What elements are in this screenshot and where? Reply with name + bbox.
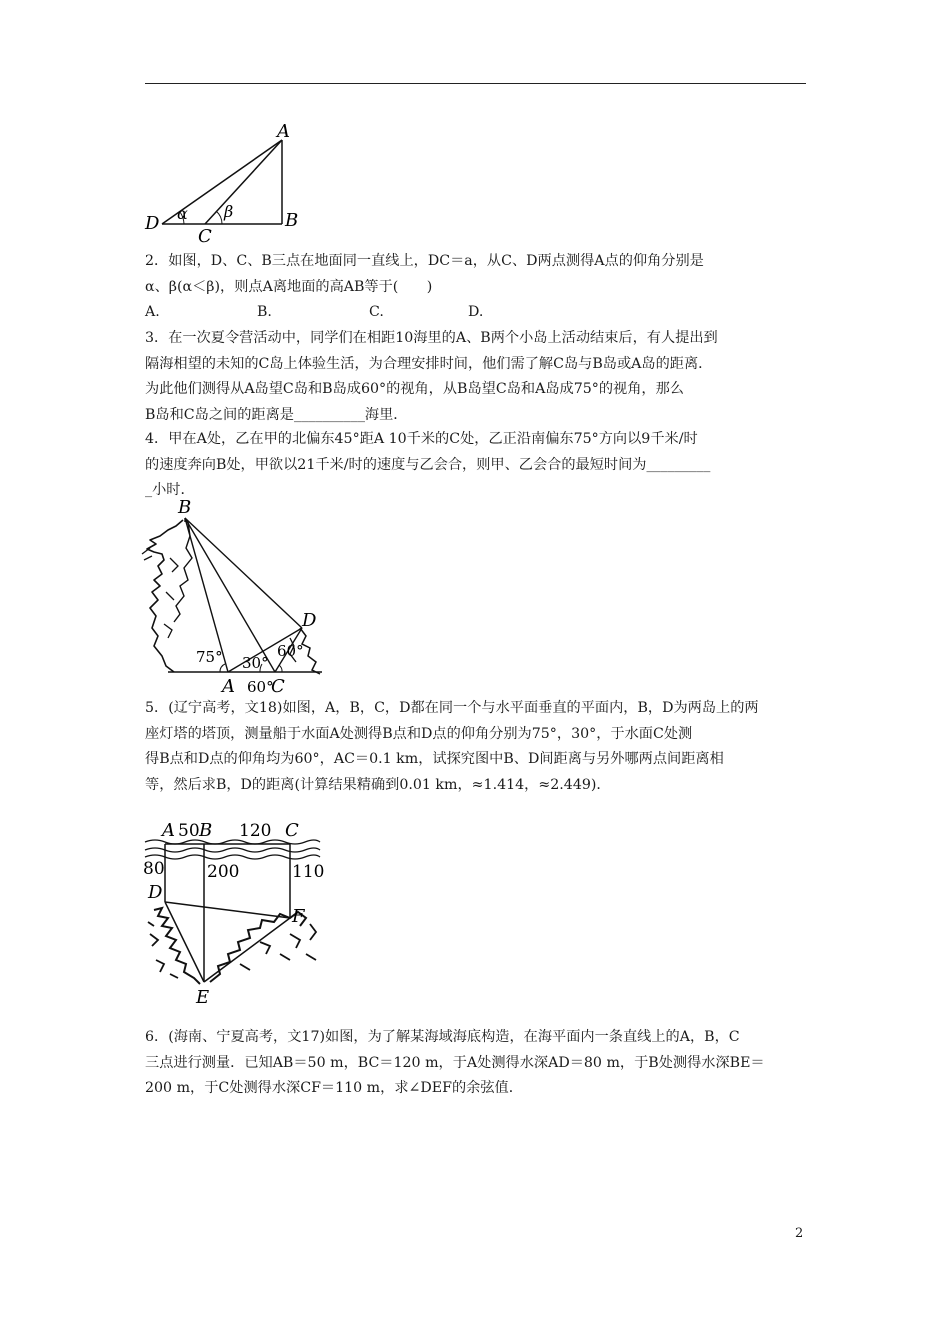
- angle-60-top: 60°: [277, 642, 304, 660]
- figure-lighthouse-islands: [140, 496, 340, 701]
- q4-line-1: 4．甲在A处，乙在甲的北偏东45°距A 10千米的C处，乙正沿南偏东75°方向以9千米/时: [145, 431, 698, 447]
- label-B: B: [178, 497, 192, 518]
- angle-75: 75°: [196, 648, 223, 666]
- question-4: [145, 427, 809, 504]
- q2-option-c: C.: [369, 304, 384, 320]
- figure-triangle-elevation: [140, 118, 310, 248]
- figure-seabed-profile: [140, 814, 330, 1014]
- q3-line-3: 为此他们测得从A岛望C岛和B岛成60°的视角，从B岛望C岛和A岛成75°的视角，那么: [145, 381, 684, 397]
- label-A: A: [277, 121, 290, 142]
- len-be: 200: [207, 862, 240, 882]
- q2-option-d: D.: [468, 304, 484, 320]
- q2-option-b: B.: [257, 304, 272, 320]
- question-5: [145, 696, 809, 798]
- question-3: [145, 326, 809, 428]
- label-beta: β: [224, 202, 234, 221]
- label-F: F: [292, 906, 305, 927]
- label-D: D: [145, 213, 160, 234]
- q6-line-2: 三点进行测量．已知AB＝50 m，BC＝120 m，于A处测得水深AD＝80 m，于B处测得水深BE＝: [145, 1054, 765, 1071]
- q6-line-1: 6．(海南、宁夏高考，文17)如图，为了解某海域海底构造，在海平面内一条直线上的A，B，C: [145, 1029, 740, 1045]
- q2-line-2: α、β(α＜β)，则点A离地面的高AB等于( ): [145, 278, 433, 295]
- q3-line-1: 3．在一次夏令营活动中，同学们在相距10海里的A、B两个小岛上活动结束后，有人提出到: [145, 330, 718, 346]
- q2-options: [145, 304, 483, 320]
- q3-line-2: 隔海相望的未知的C岛上体验生活，为合理安排时间，他们需了解C岛与B岛或A岛的距离．: [145, 355, 713, 372]
- q5-line-1: 5．(辽宁高考，文18)如图，A，B，C，D都在同一个与水平面垂直的平面内，B，D为两岛上的两: [145, 700, 759, 716]
- question-6: [145, 1025, 809, 1102]
- label-E: E: [196, 987, 210, 1008]
- label-A: A: [162, 820, 175, 841]
- label-alpha: α: [177, 204, 188, 223]
- label-D: D: [148, 882, 163, 903]
- q4-line-3: _小时．: [145, 482, 195, 498]
- question-2: [145, 249, 809, 326]
- label-D: D: [302, 610, 317, 631]
- page-number: 2: [795, 1226, 804, 1241]
- q4-line-2: 的速度奔向B处，甲欲以21千米/时的速度与乙会合，则甲、乙会合的最短时间为_________: [145, 456, 711, 473]
- label-B: B: [285, 210, 299, 231]
- q2-line-1: 2．如图，D、C、B三点在地面同一直线上，DC＝a，从C、D两点测得A点的仰角分别是: [145, 253, 704, 269]
- q2-option-a: A.: [145, 304, 160, 320]
- len-bc: 120: [239, 821, 272, 841]
- header-rule: [145, 83, 806, 84]
- q3-line-4: B岛和C岛之间的距离是__________海里．: [145, 406, 408, 423]
- q5-line-4: 等，然后求B，D的距离(计算结果精确到0.01 km，≈1.414，≈2.449)．: [145, 776, 611, 793]
- label-B: B: [199, 820, 213, 841]
- len-ab: 50: [178, 821, 200, 841]
- label-C: C: [285, 820, 299, 841]
- label-C: C: [271, 676, 285, 697]
- label-A: A: [222, 676, 235, 697]
- len-cf: 110: [292, 862, 325, 882]
- q5-line-2: 座灯塔的塔顶，测量船于水面A处测得B点和D点的仰角分别为75°，30°，于水面C处测: [145, 725, 693, 742]
- label-C: C: [198, 226, 212, 247]
- q5-line-3: 得B点和D点的仰角均为60°，AC＝0.1 km，试探究图中B、D间距离与另外哪两点间距离相: [145, 751, 724, 767]
- angle-60-bottom: 60°: [247, 678, 274, 696]
- angle-30: 30°: [242, 654, 269, 672]
- q6-line-3: 200 m，于C处测得水深CF＝110 m，求∠DEF的余弦值．: [145, 1080, 523, 1096]
- len-ad: 80: [143, 859, 165, 879]
